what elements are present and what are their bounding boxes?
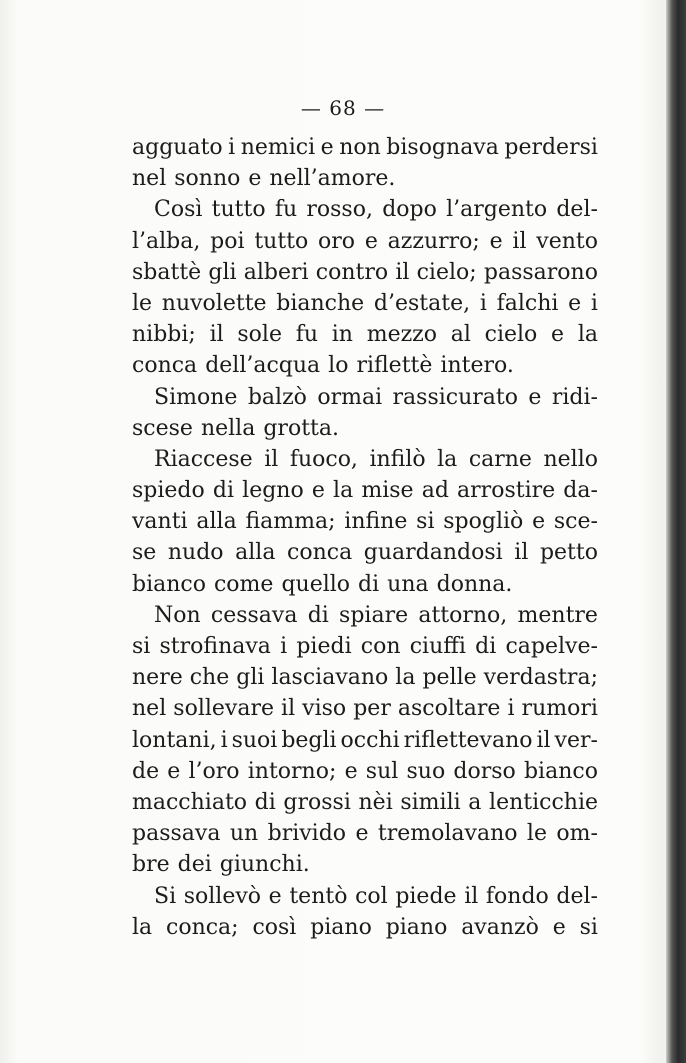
text-line: Non cessava di spiare attorno, mentre — [154, 602, 598, 628]
text-line: vanti alla fiamma; infine si spogliò e sce- — [132, 509, 598, 535]
body-text — [132, 132, 598, 943]
text-line: si strofinava i piedi con ciuffi di capelve- — [132, 634, 598, 659]
text-line: bre dei giunchi. — [132, 852, 310, 878]
text-line: spiedo di legno e la mise ad arrostire da- — [132, 478, 598, 504]
text-line: Così tutto fu rosso, dopo l’argento del- — [154, 197, 598, 223]
text-line: nere che gli lasciavano la pelle verdastra; — [132, 665, 598, 691]
text-line: le nuvolette bianche d’estate, i falchi e i — [132, 290, 598, 316]
text-line: Simone balzò ormai rassicurato e ridi- — [154, 384, 598, 410]
text-line: agguato i nemici e non bisognava perdersi — [132, 135, 598, 160]
text-line: nel sollevare il viso per ascoltare i rumori — [132, 696, 598, 722]
text-line: Riaccese il fuoco, infilò la carne nello — [154, 446, 598, 472]
text-line: nibbi; il sole fu in mezzo al cielo e la — [132, 322, 598, 348]
page-number: — 68 — — [300, 96, 386, 120]
text-line: de e l’oro intorno; e sul suo dorso bianco — [132, 758, 598, 784]
text-line: Si sollevò e tentò col piede il fondo del- — [154, 883, 598, 909]
text-line: lontani, i suoi begli occhi riflettevano il ver- — [132, 727, 598, 753]
book-binding-edge — [666, 0, 686, 1063]
text-line: sbattè gli alberi contro il cielo; passarono — [132, 259, 598, 285]
text-line: scese nella grotta. — [132, 415, 339, 441]
text-line: macchiato di grossi nèi simili a lenticchie — [132, 789, 598, 815]
text-line: passava un brivido e tremolavano le om- — [132, 821, 598, 847]
text-line: nel sonno e nell’amore. — [132, 166, 396, 192]
text-line: conca dell’acqua lo riflettè intero. — [132, 353, 514, 379]
text-line: se nudo alla conca guardandosi il petto — [132, 540, 598, 566]
text-line: l’alba, poi tutto oro e azzurro; e il vento — [132, 228, 598, 254]
text-line: bianco come quello di una donna. — [132, 571, 513, 597]
text-line: la conca; così piano piano avanzò e si — [132, 914, 598, 940]
